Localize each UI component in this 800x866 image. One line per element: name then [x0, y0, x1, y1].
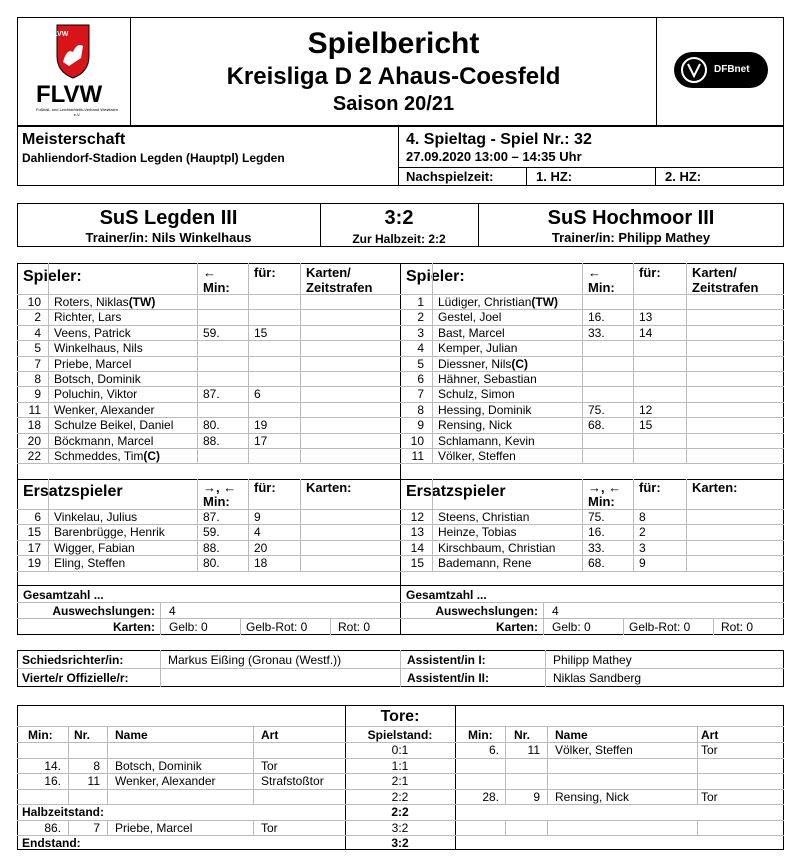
goal-type: Tor — [261, 758, 278, 773]
away-player-min: 68. — [588, 418, 605, 433]
away-goal-nr: 11 — [527, 743, 540, 757]
away-player-name-wrap — [438, 341, 517, 355]
goal-score: 3:2 — [391, 820, 409, 835]
home-player-name: Veens, Patrick — [54, 325, 131, 340]
away-sub-name: Kirschbaum, Christian — [438, 540, 556, 555]
away-player-for: 13 — [639, 310, 653, 325]
home-sub-name: Vinkelau, Julius — [54, 510, 138, 524]
goal-type: Tor — [261, 820, 278, 835]
home-player-name: Schmeddes, Tim — [54, 449, 144, 463]
away-goal-min: 28. — [482, 789, 499, 804]
away-trainer: Trainer/in: Philipp Mathey — [551, 230, 711, 245]
away-sub-nr: 14 — [410, 540, 424, 555]
halftime-score-value: 2:2 — [391, 805, 409, 819]
page-title: Spielbericht — [307, 27, 480, 60]
home-red-cards: Rot: 0 — [338, 620, 371, 634]
home-player-name-wrap — [54, 418, 173, 432]
away-player-nr: 7 — [417, 387, 424, 402]
final-score-value: 3:2 — [391, 836, 409, 850]
home-totals-heading: Gesamtzahl ... — [23, 588, 104, 602]
home-player-name-wrap — [54, 403, 155, 417]
away-player-name-wrap — [438, 403, 531, 417]
home-player-name: Schulze Beikel, Daniel — [54, 418, 174, 433]
goal-score: 1:1 — [391, 758, 409, 773]
away-player-role: (TW) — [531, 295, 559, 309]
away-goal-nr-heading: Nr. — [514, 728, 531, 742]
dfbnet-text: DFBnet — [714, 64, 750, 75]
home-players-heading: Spieler: — [23, 268, 82, 285]
away-player-name: Völker, Steffen — [438, 449, 516, 463]
home-sub-name: Wigger, Fabian — [54, 540, 135, 555]
away-cards2-heading: Zeitstrafen — [692, 280, 759, 295]
home-trainer: Trainer/in: Nils Winkelhaus — [85, 230, 252, 245]
away-player-role: (C) — [511, 356, 529, 371]
goal-name-heading: Name — [115, 728, 148, 742]
home-player-min: 80. — [203, 418, 220, 433]
home-player-nr: 18 — [27, 418, 41, 433]
home-sub-nr: 19 — [27, 556, 41, 571]
away-goal-type: Tor — [701, 789, 718, 804]
home-sub-min-arrow: →, ← — [203, 480, 237, 495]
goal-min: 86. — [44, 820, 61, 835]
home-sub-nr: 6 — [34, 510, 41, 524]
away-player-for: 12 — [639, 402, 653, 417]
away-player-name-wrap — [438, 310, 501, 324]
home-sub-min: 80. — [203, 556, 220, 571]
home-sub-min: 59. — [203, 525, 220, 540]
away-sub-cards-heading: Karten: — [692, 480, 738, 495]
home-sub-for: 4 — [254, 525, 261, 540]
home-sub-name: Barenbrügge, Henrik — [54, 525, 165, 540]
home-player-nr: 7 — [34, 356, 41, 371]
goal-name: Botsch, Dominik — [115, 758, 202, 773]
away-player-name: Diessner, Nils — [438, 356, 512, 371]
goal-score-heading: Spielstand: — [367, 728, 433, 742]
away-player-name-wrap — [438, 387, 515, 401]
second-half-label: 2. HZ: — [665, 169, 702, 184]
away-player-min: 33. — [588, 325, 605, 340]
away-player-name-wrap — [438, 326, 505, 340]
final-score-label: Endstand: — [22, 836, 81, 850]
away-player-name: Kemper, Julian — [438, 341, 518, 356]
home-player-nr: 2 — [34, 310, 41, 325]
away-sub-name: Steens, Christian — [438, 510, 530, 524]
home-min-heading: Min: — [203, 280, 230, 295]
away-player-nr: 10 — [410, 433, 424, 448]
away-player-name: Hähner, Sebastian — [438, 372, 537, 386]
away-sub-name: Heinze, Tobias — [438, 525, 517, 540]
home-player-nr: 4 — [34, 325, 41, 340]
home-for-heading: für: — [254, 265, 276, 280]
home-min-arrow: ← — [203, 265, 216, 280]
away-player-name: Gestel, Joel — [438, 310, 502, 325]
home-player-nr: 5 — [34, 341, 41, 356]
referee-label: Schiedsrichter/in: — [22, 653, 124, 667]
home-cards-label: Karten: — [112, 620, 155, 634]
halftime-score: Zur Halbzeit: 2:2 — [352, 232, 446, 246]
season-title: Saison 20/21 — [332, 93, 455, 115]
away-totals-heading: Gesamtzahl ... — [406, 588, 487, 602]
home-substitutions-count: 4 — [169, 604, 176, 618]
home-player-name-wrap — [54, 387, 137, 401]
home-player-min: 87. — [203, 387, 220, 402]
away-team-name: SuS Hochmoor III — [547, 207, 715, 229]
away-sub-for: 9 — [639, 556, 646, 571]
home-yellow-cards: Gelb: 0 — [169, 620, 208, 634]
away-player-name-wrap — [438, 295, 558, 309]
away-goal-nr: 9 — [533, 789, 540, 804]
away-player-nr: 8 — [417, 402, 424, 417]
home-player-name-wrap — [54, 326, 131, 340]
flvw-logo-top: FLVW — [49, 31, 69, 38]
away-yellow-cards: Gelb: 0 — [552, 620, 591, 634]
away-sub-min: 16. — [588, 525, 605, 540]
away-min-arrow: ← — [588, 265, 601, 280]
home-sub-for: 9 — [254, 510, 261, 524]
home-sub-name: Eling, Steffen — [54, 556, 126, 571]
home-player-nr: 8 — [34, 372, 41, 386]
away-player-for: 14 — [639, 325, 653, 340]
away-yellowred-cards: Gelb-Rot: 0 — [629, 620, 691, 634]
home-player-min: 88. — [203, 433, 220, 448]
away-player-nr: 6 — [417, 372, 424, 386]
away-sub-for-heading: für: — [639, 480, 661, 495]
away-goal-type-heading: Art — [701, 728, 719, 742]
home-player-for: 15 — [254, 325, 268, 340]
away-player-min: 16. — [588, 310, 605, 325]
away-player-name-wrap — [438, 434, 535, 448]
home-player-name-wrap — [54, 434, 153, 448]
away-player-nr: 1 — [417, 295, 424, 309]
away-sub-for: 8 — [639, 510, 646, 524]
competition: Meisterschaft — [22, 131, 126, 148]
flvw-logo-text: FLVW — [36, 81, 103, 108]
away-player-name: Bast, Marcel — [438, 325, 505, 340]
goal-name: Priebe, Marcel — [115, 820, 193, 835]
assistant2-name: Niklas Sandberg — [553, 671, 642, 685]
away-player-name-wrap — [438, 418, 512, 432]
home-cards2-heading: Zeitstrafen — [306, 280, 373, 295]
away-substitutions-count: 4 — [552, 604, 559, 618]
home-player-name: Roters, Niklas — [54, 295, 129, 309]
home-sub-nr: 15 — [27, 525, 41, 540]
away-sub-for: 2 — [639, 525, 646, 540]
home-player-name: Botsch, Dominik — [54, 372, 141, 386]
goal-name: Wenker, Alexander — [115, 774, 216, 788]
away-player-nr: 4 — [417, 341, 424, 356]
home-sub-min: 87. — [203, 510, 220, 524]
away-for-heading: für: — [639, 265, 661, 280]
home-sub-for-heading: für: — [254, 480, 276, 495]
assistant1-name: Philipp Mathey — [553, 653, 632, 667]
venue: Dahliendorf-Stadion Legden (Hauptpl) Legden — [22, 151, 285, 165]
away-player-name: Lüdiger, Christian — [438, 295, 532, 309]
away-sub-nr: 15 — [410, 556, 424, 571]
home-sub-cards-heading: Karten: — [306, 480, 352, 495]
away-sub-nr: 13 — [410, 525, 424, 540]
away-cards-heading: Karten/ — [692, 265, 737, 280]
goal-nr: 11 — [87, 774, 100, 788]
assistant1-label: Assistent/in I: — [407, 653, 486, 667]
goal-score: 2:2 — [391, 789, 409, 804]
dfb-emblem-icon — [680, 56, 708, 84]
final-score: 3:2 — [384, 207, 414, 229]
home-player-nr: 20 — [27, 433, 41, 448]
goal-nr-heading: Nr. — [74, 728, 91, 742]
away-player-min: 75. — [588, 402, 605, 417]
away-goal-min-heading: Min: — [468, 728, 493, 742]
league-title: Kreisliga D 2 Ahaus-Coesfeld — [226, 63, 561, 90]
away-sub-min-heading: Min: — [588, 494, 615, 509]
home-sub-min: 88. — [203, 540, 220, 555]
home-player-name: Wenker, Alexander — [54, 402, 155, 417]
home-player-name-wrap — [54, 310, 121, 324]
goal-min-heading: Min: — [28, 728, 53, 742]
away-player-nr: 3 — [417, 325, 424, 340]
flvw-logo-caption: Fußball- und Leichtathletik-Verband Westfalen e.V. — [36, 107, 118, 117]
goal-type-heading: Art — [261, 728, 279, 742]
home-player-nr: 10 — [27, 295, 41, 309]
away-cards-label: Karten: — [495, 620, 538, 634]
home-player-role: (C) — [143, 449, 161, 463]
away-subs-heading: Ersatzspieler — [406, 483, 506, 500]
home-player-nr: 11 — [28, 402, 41, 417]
away-sub-nr: 12 — [410, 510, 424, 524]
away-sub-min: 68. — [588, 556, 605, 571]
away-goal-name: Völker, Steffen — [555, 743, 633, 757]
home-player-name: Priebe, Marcel — [54, 356, 132, 371]
home-player-name: Böckmann, Marcel — [54, 433, 154, 448]
away-sub-min-arrow: →, ← — [588, 480, 622, 495]
referee-name: Markus Eißing (Gronau (Westf.)) — [168, 653, 342, 667]
home-player-name-wrap — [54, 295, 155, 309]
home-player-nr: 22 — [27, 449, 41, 463]
goal-type: Strafstoßtor — [261, 774, 324, 788]
home-player-role: (TW) — [128, 295, 156, 309]
home-player-name: Richter, Lars — [54, 310, 122, 325]
away-player-nr: 9 — [417, 418, 424, 433]
home-cards-heading: Karten/ — [306, 265, 351, 280]
home-player-nr: 9 — [34, 387, 41, 402]
away-goal-name-heading: Name — [555, 728, 588, 742]
away-player-name: Schulz, Simon — [438, 387, 515, 402]
home-player-for: 6 — [254, 387, 261, 402]
home-sub-for: 20 — [254, 540, 268, 555]
home-sub-min-heading: Min: — [203, 494, 230, 509]
away-substitutions-label: Auswechslungen: — [435, 604, 538, 618]
away-red-cards: Rot: 0 — [721, 620, 754, 634]
dfbnet-logo — [674, 52, 768, 88]
home-player-min: 59. — [203, 325, 220, 340]
halftime-score-label: Halbzeitstand: — [22, 805, 105, 819]
match-datetime: 27.09.2020 13:00 – 14:35 Uhr — [406, 149, 582, 164]
home-yellowred-cards: Gelb-Rot: 0 — [246, 620, 308, 634]
first-half-label: 1. HZ: — [536, 169, 573, 184]
goal-min: 16. — [44, 774, 61, 788]
goal-score: 0:1 — [391, 743, 409, 757]
away-player-for: 15 — [639, 418, 653, 433]
away-sub-for: 3 — [639, 540, 646, 555]
away-player-name: Schlamann, Kevin — [438, 433, 535, 448]
home-substitutions-label: Auswechslungen: — [52, 604, 155, 618]
away-player-name: Rensing, Nick — [438, 418, 513, 433]
away-player-name: Hessing, Dominik — [438, 402, 532, 417]
away-player-name-wrap — [438, 357, 528, 371]
home-player-name-wrap — [54, 449, 160, 463]
away-sub-min: 33. — [588, 540, 605, 555]
home-sub-nr: 17 — [27, 540, 41, 555]
away-players-heading: Spieler: — [406, 268, 465, 285]
home-player-name-wrap — [54, 341, 143, 355]
away-player-name-wrap — [438, 372, 537, 386]
goal-score: 2:1 — [391, 774, 409, 788]
home-player-for: 17 — [254, 433, 268, 448]
away-goal-min: 6. — [488, 743, 499, 757]
away-player-nr: 2 — [417, 310, 424, 325]
home-subs-heading: Ersatzspieler — [23, 483, 123, 500]
extra-time-label: Nachspielzeit: — [406, 169, 494, 184]
assistant2-label: Assistent/in II: — [407, 671, 490, 685]
goal-nr: 8 — [93, 758, 100, 773]
home-player-name: Winkelhaus, Nils — [54, 341, 143, 356]
away-sub-min: 75. — [588, 510, 605, 524]
away-player-name-wrap — [438, 449, 516, 463]
goals-heading: Tore: — [380, 708, 420, 725]
home-player-for: 19 — [254, 418, 268, 433]
home-sub-for: 18 — [254, 556, 268, 571]
goal-min: 14. — [44, 758, 61, 773]
round-info: 4. Spieltag - Spiel Nr.: 32 — [406, 131, 592, 148]
home-player-name-wrap — [54, 357, 131, 371]
away-goal-name: Rensing, Nick — [555, 789, 630, 804]
away-goal-type: Tor — [701, 743, 718, 757]
home-player-name: Poluchin, Viktor — [54, 387, 138, 402]
away-min-heading: Min: — [588, 280, 615, 295]
away-sub-name: Bademann, Rene — [438, 556, 532, 571]
home-player-name-wrap — [54, 372, 141, 386]
away-player-nr: 5 — [417, 356, 424, 371]
home-team-name: SuS Legden III — [99, 207, 238, 229]
away-player-nr: 11 — [411, 449, 424, 463]
fourth-official-label: Vierte/r Offizielle/r: — [22, 671, 129, 685]
goal-nr: 7 — [93, 820, 100, 835]
